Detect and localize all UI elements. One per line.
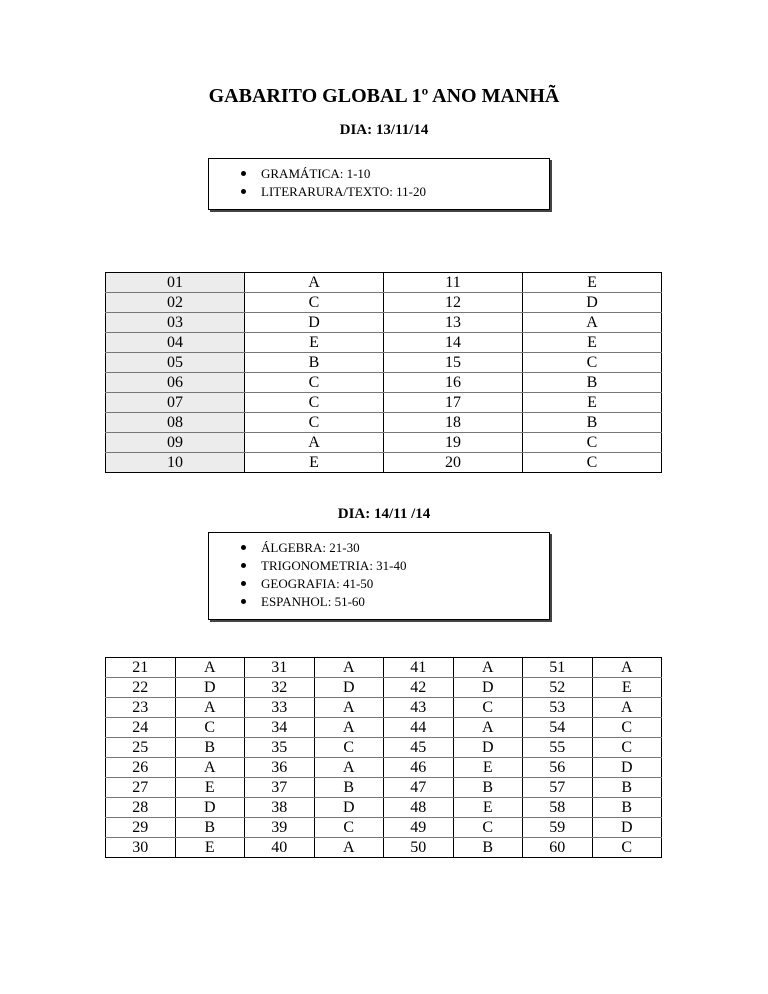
answer-cell: B (592, 798, 662, 818)
answer-cell: E (523, 333, 662, 353)
question-number-cell: 26 (106, 758, 176, 778)
question-number-cell: 32 (245, 678, 315, 698)
answer-cell: D (175, 798, 245, 818)
answer-cell: A (523, 313, 662, 333)
answer-cell: A (175, 658, 245, 678)
table-row (106, 413, 662, 433)
answer-cell: B (175, 738, 245, 758)
answer-cell: D (245, 313, 384, 333)
topic-item (209, 539, 549, 557)
answer-cell: C (245, 393, 384, 413)
bullet-icon (241, 189, 246, 194)
answer-cell: C (523, 353, 662, 373)
day1-answer-table (105, 272, 662, 473)
question-number-cell: 25 (106, 738, 176, 758)
answer-cell: E (592, 678, 662, 698)
table-row (106, 293, 662, 313)
answer-cell: C (592, 838, 662, 858)
table-row (106, 313, 662, 333)
answer-cell: B (314, 778, 384, 798)
question-number-cell: 21 (106, 658, 176, 678)
answer-cell: E (175, 838, 245, 858)
question-number-cell: 09 (106, 433, 245, 453)
answer-cell: C (314, 738, 384, 758)
question-number-cell: 24 (106, 718, 176, 738)
question-number-cell: 55 (523, 738, 593, 758)
answer-cell: A (314, 698, 384, 718)
table-row (106, 353, 662, 373)
answer-cell: E (175, 778, 245, 798)
topic-label: GRAMÁTICA: 1-10 (261, 166, 371, 181)
question-number-cell: 11 (384, 273, 523, 293)
answer-cell: B (453, 778, 523, 798)
question-number-cell: 31 (245, 658, 315, 678)
answer-cell: B (453, 838, 523, 858)
question-number-cell: 53 (523, 698, 593, 718)
question-number-cell: 19 (384, 433, 523, 453)
question-number-cell: 04 (106, 333, 245, 353)
question-number-cell: 38 (245, 798, 315, 818)
answer-cell: A (245, 433, 384, 453)
table-row (106, 738, 662, 758)
answer-cell: C (523, 453, 662, 473)
question-number-cell: 14 (384, 333, 523, 353)
answer-cell: B (175, 818, 245, 838)
answer-cell: B (592, 778, 662, 798)
answer-cell: A (175, 758, 245, 778)
day1-topic-list (209, 165, 549, 201)
answer-cell: A (453, 658, 523, 678)
table-row (106, 798, 662, 818)
question-number-cell: 44 (384, 718, 454, 738)
answer-cell: C (245, 293, 384, 313)
question-number-cell: 40 (245, 838, 315, 858)
answer-cell: E (453, 758, 523, 778)
question-number-cell: 02 (106, 293, 245, 313)
question-number-cell: 58 (523, 798, 593, 818)
answer-cell: A (453, 718, 523, 738)
topic-item (209, 165, 549, 183)
question-number-cell: 17 (384, 393, 523, 413)
table-row (106, 718, 662, 738)
answer-cell: E (523, 393, 662, 413)
day2-heading: DIA: 14/11 /14 (337, 506, 431, 522)
question-number-cell: 33 (245, 698, 315, 718)
table-row (106, 658, 662, 678)
question-number-cell: 51 (523, 658, 593, 678)
question-number-cell: 45 (384, 738, 454, 758)
table-row (106, 778, 662, 798)
topic-item (209, 557, 549, 575)
question-number-cell: 52 (523, 678, 593, 698)
question-number-cell: 37 (245, 778, 315, 798)
topic-label: ESPANHOL: 51-60 (261, 594, 365, 609)
answer-cell: C (453, 698, 523, 718)
answer-cell: A (592, 698, 662, 718)
answer-cell: C (523, 433, 662, 453)
topic-label: TRIGONOMETRIA: 31-40 (261, 558, 407, 573)
day2-topics-box (208, 532, 550, 620)
question-number-cell: 05 (106, 353, 245, 373)
topic-label: GEOGRAFIA: 41-50 (261, 576, 374, 591)
day1-topics-box (208, 158, 550, 210)
table-row (106, 758, 662, 778)
bullet-icon (241, 581, 246, 586)
answer-cell: B (245, 353, 384, 373)
bullet-icon (241, 171, 246, 176)
bullet-icon (241, 563, 246, 568)
answer-cell: A (314, 838, 384, 858)
answer-cell: D (453, 678, 523, 698)
table-row (106, 818, 662, 838)
question-number-cell: 34 (245, 718, 315, 738)
answer-cell: C (592, 718, 662, 738)
answer-cell: A (314, 758, 384, 778)
day1-heading: DIA: 13/11/14 (339, 122, 429, 138)
answer-cell: D (314, 798, 384, 818)
question-number-cell: 08 (106, 413, 245, 433)
question-number-cell: 10 (106, 453, 245, 473)
table-row (106, 698, 662, 718)
answer-cell: B (523, 413, 662, 433)
answer-cell: D (592, 818, 662, 838)
question-number-cell: 30 (106, 838, 176, 858)
answer-cell: E (523, 273, 662, 293)
question-number-cell: 50 (384, 838, 454, 858)
answer-cell: D (453, 738, 523, 758)
question-number-cell: 27 (106, 778, 176, 798)
table-row (106, 838, 662, 858)
table-row (106, 373, 662, 393)
question-number-cell: 39 (245, 818, 315, 838)
table-row (106, 333, 662, 353)
answer-cell: E (245, 333, 384, 353)
question-number-cell: 56 (523, 758, 593, 778)
answer-cell: C (175, 718, 245, 738)
answer-cell: B (523, 373, 662, 393)
topic-label: LITERARURA/TEXTO: 11-20 (261, 184, 427, 199)
topic-item (209, 183, 549, 201)
question-number-cell: 01 (106, 273, 245, 293)
day2-answer-table (105, 657, 662, 858)
question-number-cell: 60 (523, 838, 593, 858)
question-number-cell: 43 (384, 698, 454, 718)
table-row (106, 273, 662, 293)
answer-cell: A (245, 273, 384, 293)
answer-cell: A (314, 658, 384, 678)
question-number-cell: 42 (384, 678, 454, 698)
answer-cell: A (314, 718, 384, 738)
question-number-cell: 22 (106, 678, 176, 698)
question-number-cell: 07 (106, 393, 245, 413)
question-number-cell: 57 (523, 778, 593, 798)
question-number-cell: 03 (106, 313, 245, 333)
answer-cell: E (245, 453, 384, 473)
table-row (106, 393, 662, 413)
question-number-cell: 47 (384, 778, 454, 798)
question-number-cell: 20 (384, 453, 523, 473)
answer-cell: E (453, 798, 523, 818)
question-number-cell: 48 (384, 798, 454, 818)
answer-cell: D (314, 678, 384, 698)
answer-cell: C (245, 413, 384, 433)
table-row (106, 433, 662, 453)
page-title: GABARITO GLOBAL 1º ANO MANHÃ (208, 85, 560, 107)
question-number-cell: 46 (384, 758, 454, 778)
answer-cell: D (523, 293, 662, 313)
table-row (106, 453, 662, 473)
question-number-cell: 15 (384, 353, 523, 373)
question-number-cell: 16 (384, 373, 523, 393)
question-number-cell: 36 (245, 758, 315, 778)
answer-cell: C (245, 373, 384, 393)
bullet-icon (241, 545, 246, 550)
answer-cell: D (592, 758, 662, 778)
question-number-cell: 29 (106, 818, 176, 838)
question-number-cell: 54 (523, 718, 593, 738)
question-number-cell: 13 (384, 313, 523, 333)
topic-label: ÁLGEBRA: 21-30 (261, 540, 360, 555)
question-number-cell: 35 (245, 738, 315, 758)
question-number-cell: 49 (384, 818, 454, 838)
day2-topic-list (209, 539, 549, 611)
topic-item (209, 593, 549, 611)
question-number-cell: 28 (106, 798, 176, 818)
question-number-cell: 18 (384, 413, 523, 433)
question-number-cell: 12 (384, 293, 523, 313)
topic-item (209, 575, 549, 593)
question-number-cell: 41 (384, 658, 454, 678)
answer-cell: C (314, 818, 384, 838)
bullet-icon (241, 599, 246, 604)
answer-cell: D (175, 678, 245, 698)
question-number-cell: 06 (106, 373, 245, 393)
answer-cell: A (592, 658, 662, 678)
question-number-cell: 59 (523, 818, 593, 838)
answer-cell: A (175, 698, 245, 718)
table-row (106, 678, 662, 698)
answer-cell: C (592, 738, 662, 758)
question-number-cell: 23 (106, 698, 176, 718)
answer-cell: C (453, 818, 523, 838)
